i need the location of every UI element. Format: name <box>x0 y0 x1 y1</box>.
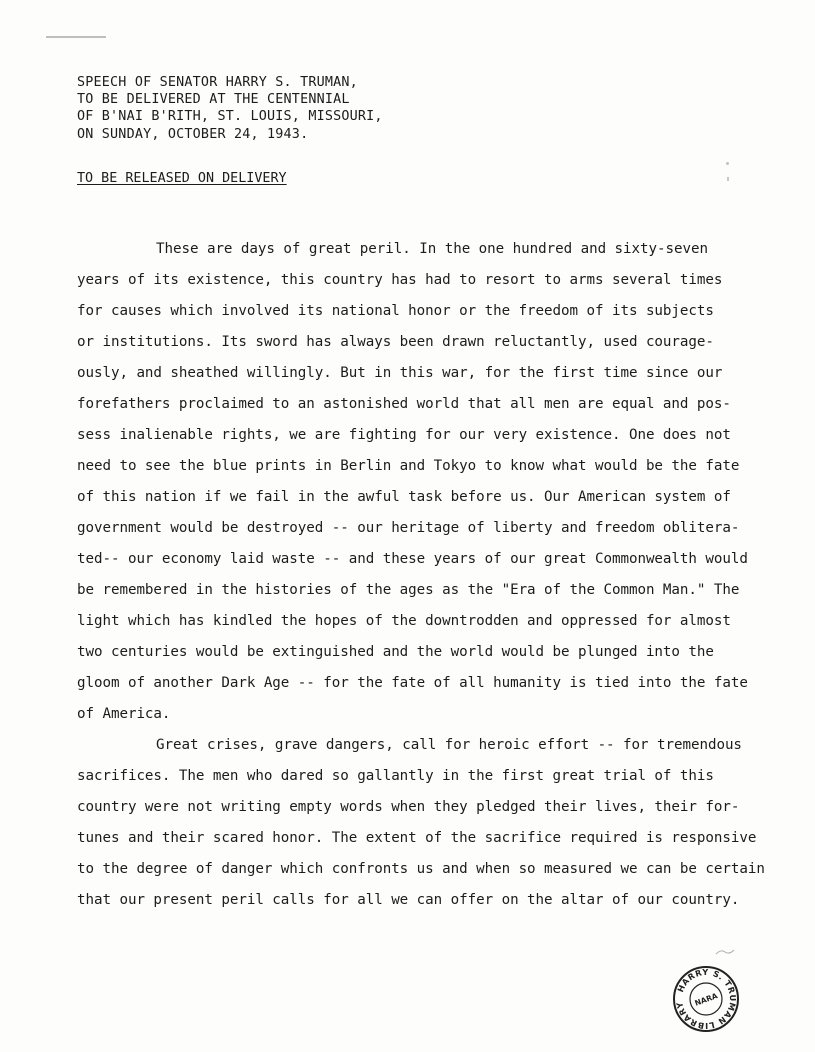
body-line: gloom of another Dark Age -- for the fate of all humanity is tied into the fate <box>77 675 748 691</box>
body-line: light which has kindled the hopes of the downtrodden and oppressed for almost <box>77 613 731 629</box>
body-line: of America. <box>77 706 171 722</box>
pencil-mark <box>715 948 735 956</box>
speech-body <box>77 234 765 916</box>
stamp-center-text: NARA <box>693 991 719 1008</box>
body-line: country were not writing empty words when they pledged their lives, their for- <box>77 799 740 815</box>
release-note: TO BE RELEASED ON DELIVERY <box>77 171 287 186</box>
body-line: for causes which involved its national honor or the freedom of its subjects <box>77 303 714 319</box>
body-line: to the degree of danger which confronts us and when so measured we can be certain <box>77 861 765 877</box>
header-line: ON SUNDAY, OCTOBER 24, 1943. <box>77 126 309 142</box>
body-line: two centuries would be extinguished and the world would be plunged into the <box>77 644 714 660</box>
body-line: government would be destroyed -- our heritage of liberty and freedom oblitera- <box>77 520 740 536</box>
library-stamp <box>672 965 740 1033</box>
header-line: TO BE DELIVERED AT THE CENTENNIAL <box>77 92 350 108</box>
body-line: that our present peril calls for all we can offer on the altar of our country. <box>77 892 740 908</box>
stamp-text: HARRY S. TRUMAN LIBRARY <box>674 966 739 1032</box>
body-line: sess inalienable rights, we are fighting for our very existence. One does not <box>77 427 731 443</box>
body-line: years of its existence, this country has had to resort to arms several times <box>77 272 723 288</box>
speech-header <box>77 74 497 143</box>
body-line: forefathers proclaimed to an astonished world that all men are equal and pos- <box>77 396 731 412</box>
body-line: These are days of great peril. In the one hundred and sixty-seven <box>156 241 708 257</box>
body-line: ously, and sheathed willingly. But in this war, for the first time since our <box>77 365 723 381</box>
body-line: sacrifices. The men who dared so gallantly in the first great trial of this <box>77 768 714 784</box>
body-line: tunes and their scared honor. The extent of the sacrifice required is responsive <box>77 830 757 846</box>
body-line: or institutions. Its sword has always been drawn reluctantly, used courage- <box>77 334 714 350</box>
body-line: Great crises, grave dangers, call for heroic effort -- for tremendous <box>156 737 742 753</box>
paper-speck <box>726 162 729 165</box>
corner-mark <box>46 36 106 41</box>
paper-speck <box>727 177 729 181</box>
body-line: of this nation if we fail in the awful task before us. Our American system of <box>77 489 731 505</box>
header-line: OF B'NAI B'RITH, ST. LOUIS, MISSOURI, <box>77 109 383 125</box>
body-line: need to see the blue prints in Berlin and Tokyo to know what would be the fate <box>77 458 740 474</box>
header-line: SPEECH OF SENATOR HARRY S. TRUMAN, <box>77 75 358 90</box>
body-line: ted-- our economy laid waste -- and these years of our great Commonwealth would <box>77 551 748 567</box>
body-line: be remembered in the histories of the ages as the "Era of the Common Man." The <box>77 582 740 598</box>
